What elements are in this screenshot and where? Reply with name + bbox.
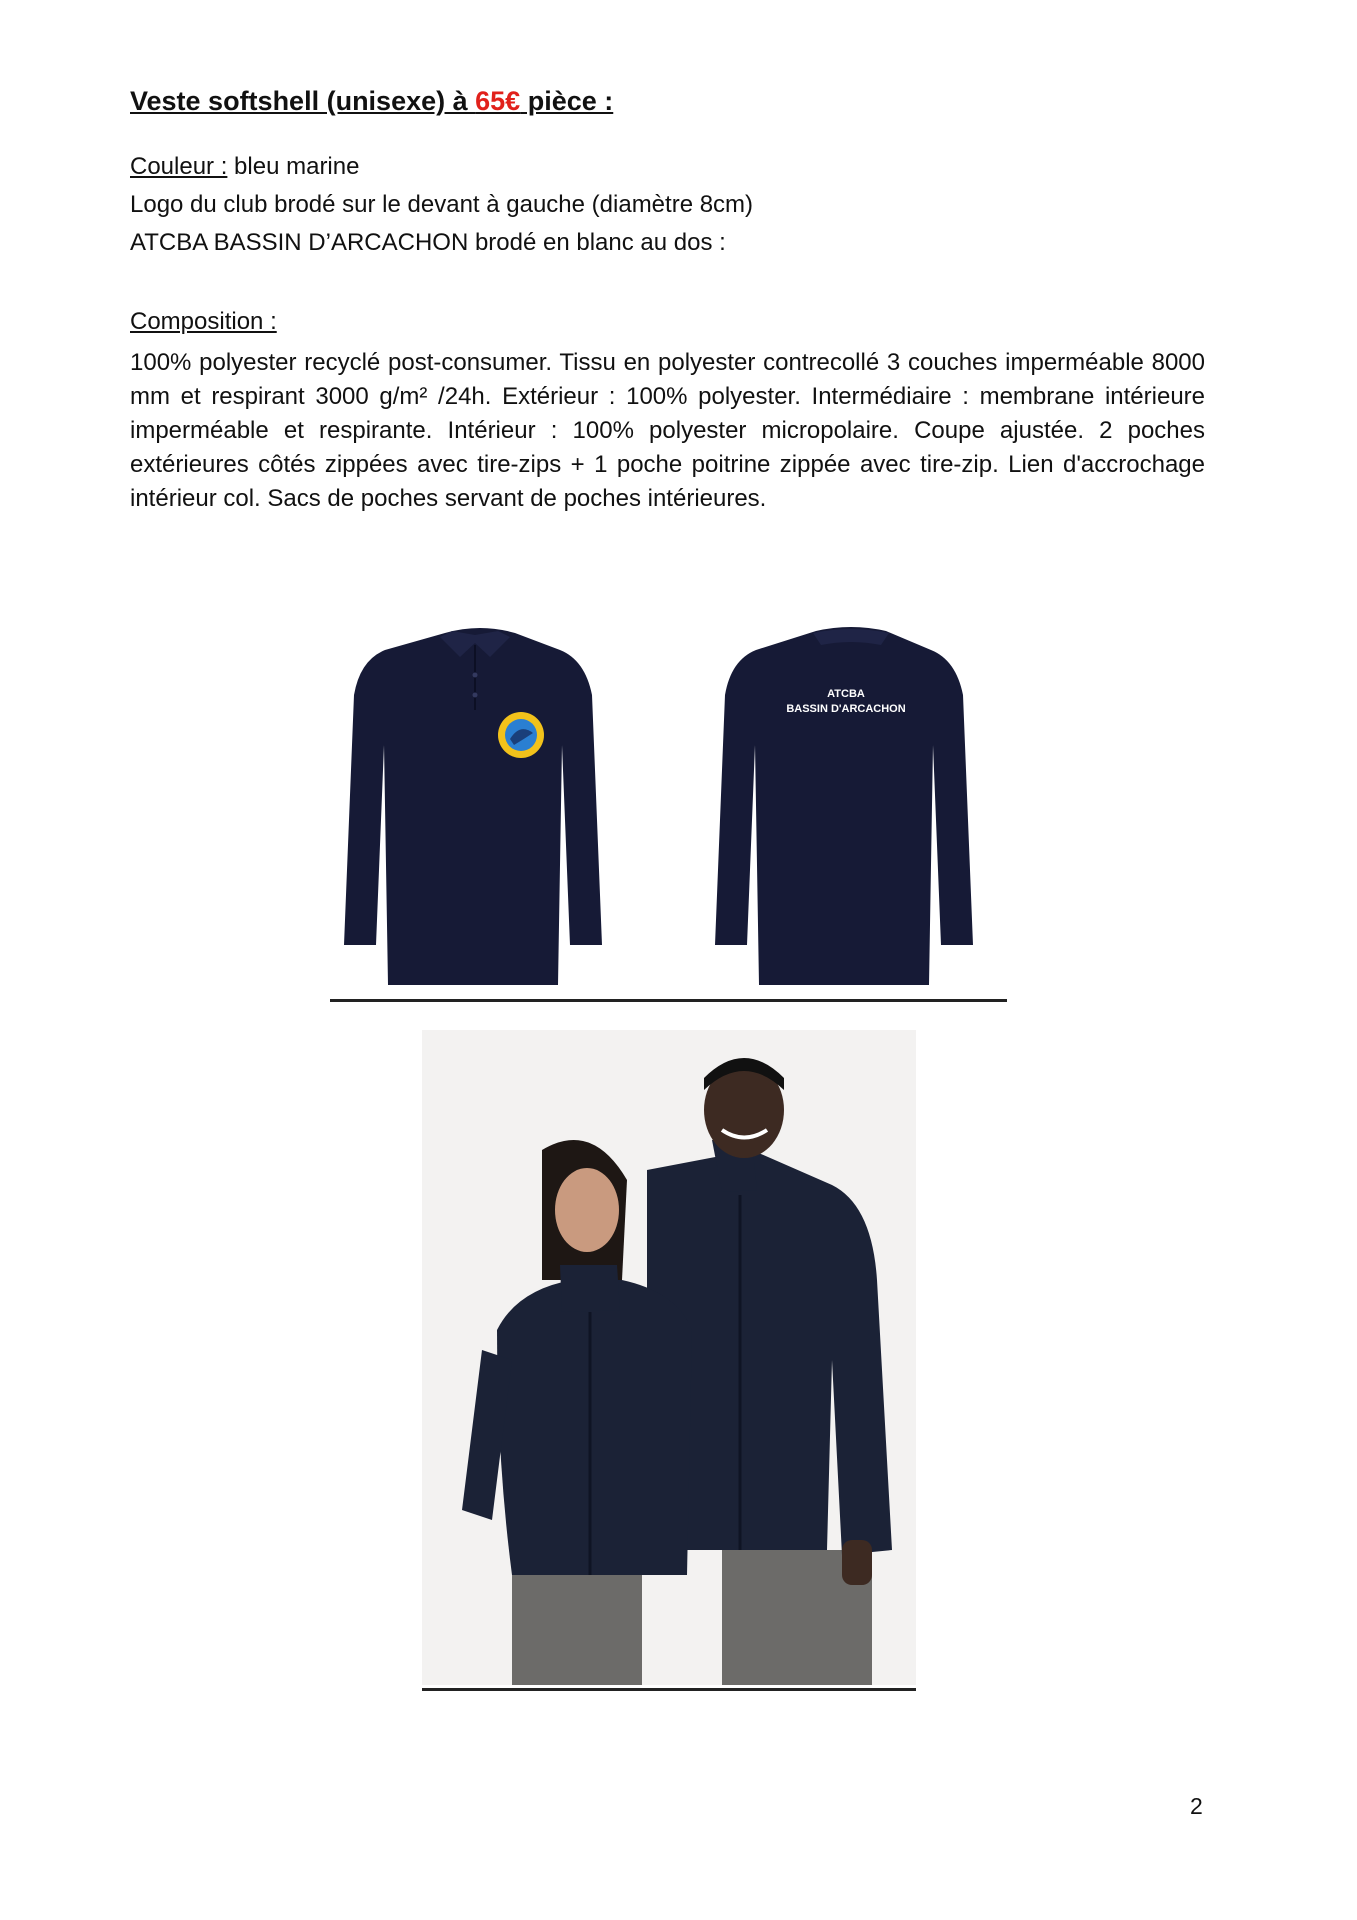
color-value: bleu marine xyxy=(227,153,360,180)
composition-label: Composition : xyxy=(130,308,277,335)
color-label: Couleur : xyxy=(130,153,228,180)
back-print-line1: ATCBA xyxy=(827,688,865,700)
back-embroidery-line: ATCBA BASSIN D’ARCACHON brodé en blanc au dos : xyxy=(130,229,726,256)
divider xyxy=(330,999,1007,1002)
price: 65€ xyxy=(475,86,521,116)
logo-line: Logo du club brodé sur le devant à gauche (diamètre 8cm) xyxy=(130,191,754,218)
page-number: 2 xyxy=(1190,1793,1203,1819)
divider xyxy=(422,1688,916,1691)
softshell-models-photo xyxy=(422,1030,916,1685)
title-suffix: pièce : xyxy=(520,86,614,116)
polo-back-image xyxy=(715,627,973,985)
composition-text: 100% polyester recyclé post-consumer. Tissu en polyester contrecollé 3 couches imperméable 8000 mm et respirant 3000 g/m² /24h. Extérieur : 100% polyester. Intermédiaire : membrane intérieure imperméable et respirante. Intérieur : 100% polyester micropolaire. Coupe ajustée. 2 poches extérieures côtés zippées avec tire-zips + 1 poche poitrine zippée avec tire-zip. Lien d'accrochage intérieur col. Sacs de poches servant de poches intérieures. xyxy=(130,349,1205,512)
back-print-line2: BASSIN D'ARCACHON xyxy=(786,703,906,715)
title-prefix: Veste softshell (unisexe) à xyxy=(130,86,476,116)
product-polo-images xyxy=(330,615,1007,1000)
page-title xyxy=(130,86,613,117)
polo-front-image xyxy=(344,628,602,985)
color-line xyxy=(130,153,359,181)
